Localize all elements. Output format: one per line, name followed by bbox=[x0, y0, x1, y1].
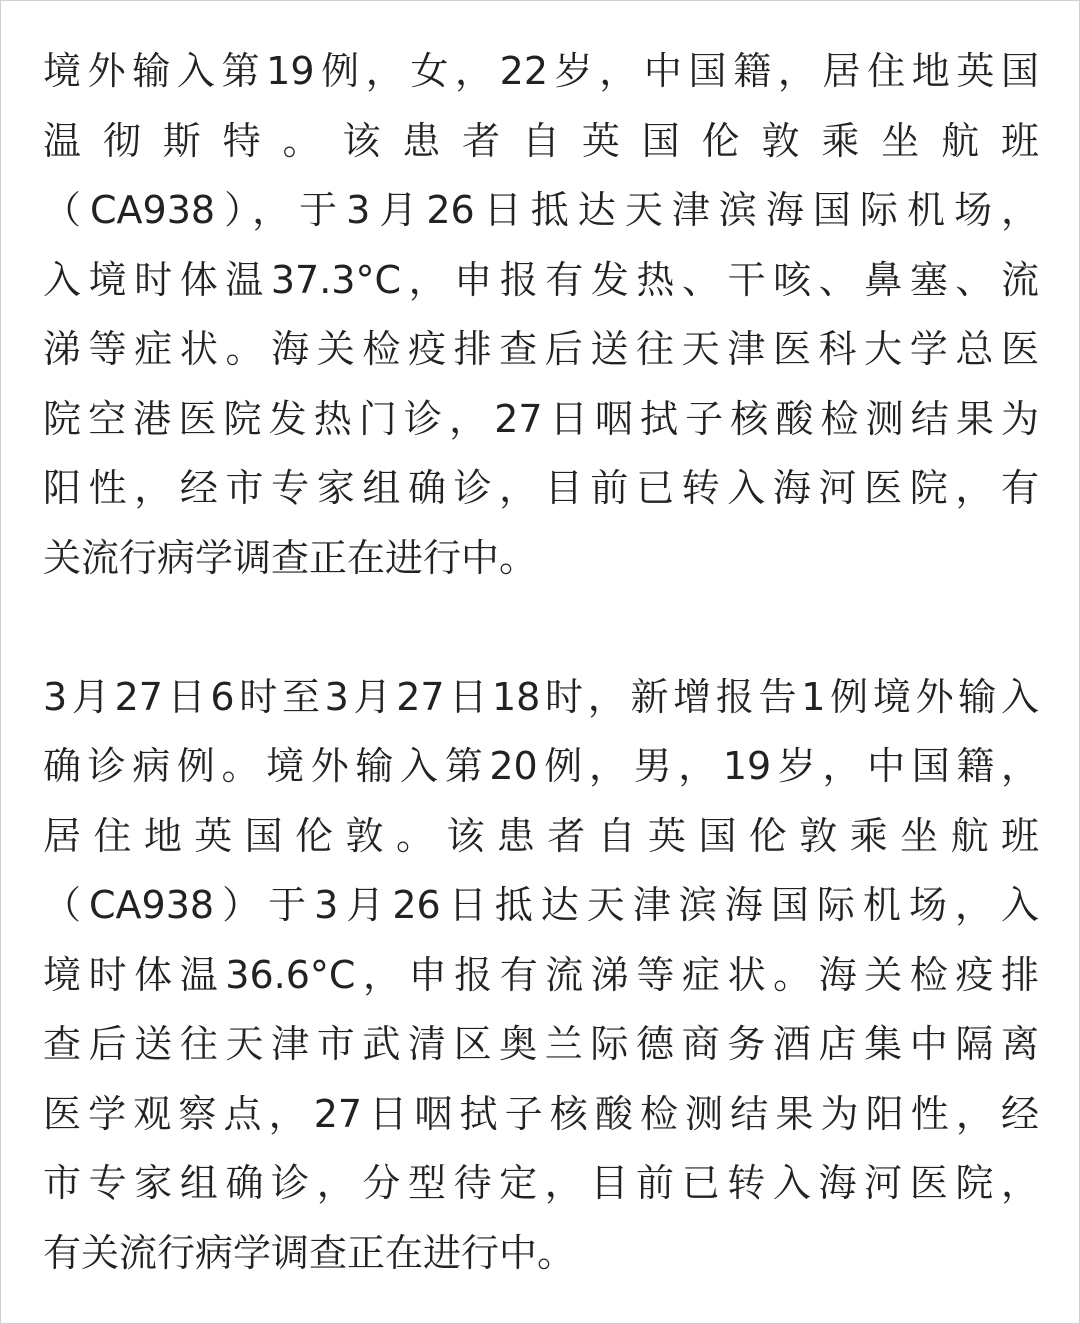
text-line: 境时体温36.6°C，申报有流涕等症状。海关检疫排 bbox=[43, 952, 1039, 997]
text-line: 确诊病例。境外输入第20例，男，19岁，中国籍， bbox=[43, 744, 1039, 788]
paragraph-case-19 bbox=[43, 37, 1039, 593]
text-line: 境外输入第19例，女，22岁，中国籍，居住地英国 bbox=[43, 49, 1039, 93]
text-line: 院空港医院发热门诊，27日咽拭子核酸检测结果为 bbox=[43, 396, 1039, 441]
paragraph-spacer bbox=[43, 593, 1039, 663]
text-line: 有关流行病学调查正在进行中。 bbox=[43, 1230, 576, 1275]
text-line: 关流行病学调查正在进行中。 bbox=[43, 535, 538, 580]
text-line: 阳性，经市专家组确诊，目前已转入海河医院，有 bbox=[43, 466, 1039, 510]
text-line: 温彻斯特。该患者自英国伦敦乘坐航班 bbox=[43, 118, 1039, 163]
text-line: （CA938）于3月26日抵达天津滨海国际机场，入 bbox=[43, 883, 1039, 927]
text-line: 市专家组确诊，分型待定，目前已转入海河医院， bbox=[43, 1161, 1039, 1205]
text-line: 居住地英国伦敦。该患者自英国伦敦乘坐航班 bbox=[43, 813, 1039, 858]
text-line: （CA938），于3月26日抵达天津滨海国际机场， bbox=[43, 188, 1039, 232]
paragraph-case-20 bbox=[43, 663, 1039, 1289]
text-line: 3月27日6时至3月27日18时，新增报告1例境外输入 bbox=[43, 674, 1039, 719]
text-line: 医学观察点，27日咽拭子核酸检测结果为阳性，经 bbox=[43, 1091, 1039, 1136]
text-line: 入境时体温37.3°C，申报有发热、干咳、鼻塞、流 bbox=[43, 257, 1039, 302]
text-line: 查后送往天津市武清区奥兰际德商务酒店集中隔离 bbox=[43, 1022, 1039, 1066]
text-line: 涕等症状。海关检疫排查后送往天津医科大学总医 bbox=[43, 327, 1039, 371]
article-body bbox=[43, 37, 1039, 1288]
